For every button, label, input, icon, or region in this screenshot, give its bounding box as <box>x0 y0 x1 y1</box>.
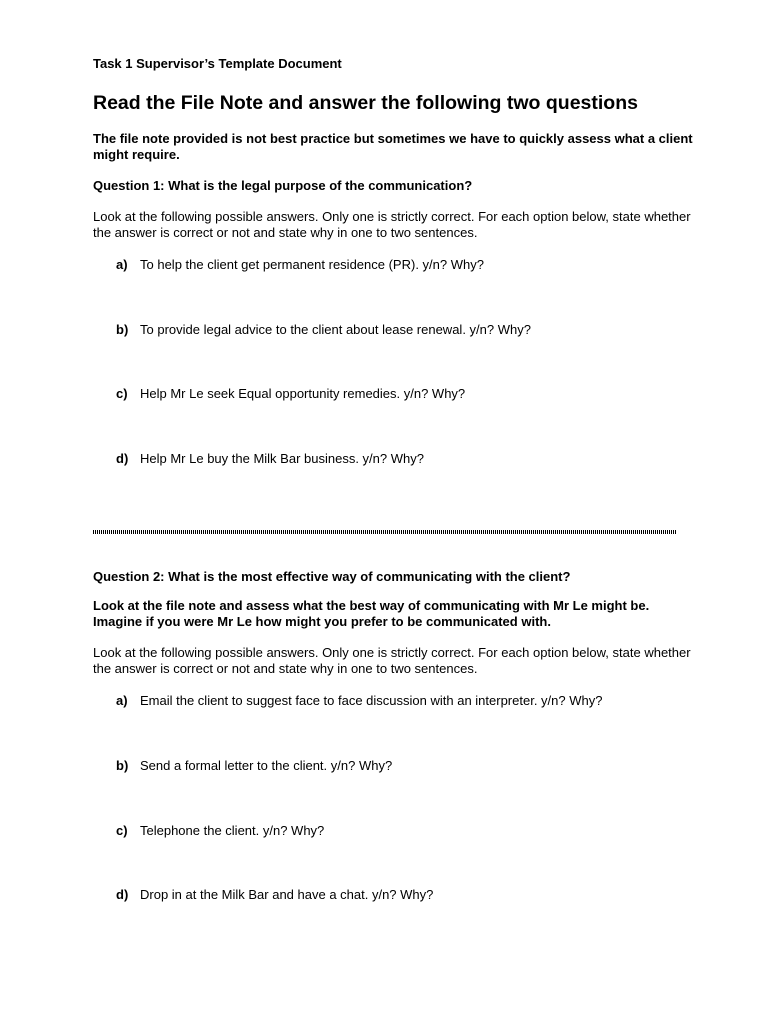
question-1-heading: Question 1: What is the legal purpose of the communication? <box>93 178 473 193</box>
option-text: Send a formal letter to the client. y/n? Why? <box>140 758 393 773</box>
option-letter: b) <box>116 322 129 337</box>
option-text: Email the client to suggest face to face discussion with an interpreter. y/n? Why? <box>140 693 603 708</box>
option-text: Drop in at the Milk Bar and have a chat. y/n? Why? <box>140 887 434 902</box>
question-2-option-a <box>116 693 602 708</box>
question-1-instruction: Look at the following possible answers. Only one is strictly correct. For each option below, state whether the answer is correct or not and state why in one to two sentences. <box>93 209 691 240</box>
option-letter: a) <box>116 257 128 272</box>
option-text: To help the client get permanent residence (PR). y/n? Why? <box>140 257 484 272</box>
option-letter: b) <box>116 758 129 773</box>
option-letter: c) <box>116 386 128 401</box>
section-divider <box>93 530 676 534</box>
page-title: Read the File Note and answer the following two questions <box>93 92 638 114</box>
option-letter: d) <box>116 451 129 466</box>
option-letter: a) <box>116 693 128 708</box>
question-1-option-b <box>116 322 531 337</box>
question-2-heading: Question 2: What is the most effective way of communicating with the client? <box>93 569 571 584</box>
question-1-option-c <box>116 386 465 401</box>
document-header: Task 1 Supervisor’s Template Document <box>93 56 342 71</box>
option-text: To provide legal advice to the client about lease renewal. y/n? Why? <box>140 322 531 337</box>
question-2-instruction: Look at the following possible answers. Only one is strictly correct. For each option below, state whether the answer is correct or not and state why in one to two sentences. <box>93 645 691 676</box>
intro-paragraph: The file note provided is not best practice but sometimes we have to quickly assess what a client might require. <box>93 131 693 162</box>
question-2-option-c <box>116 823 324 838</box>
question-2-option-d <box>116 887 433 902</box>
option-text: Help Mr Le seek Equal opportunity remedies. y/n? Why? <box>140 386 466 401</box>
option-letter: d) <box>116 887 129 902</box>
option-letter: c) <box>116 823 128 838</box>
question-2-option-b <box>116 758 392 773</box>
question-1-option-d <box>116 451 424 466</box>
option-text: Telephone the client. y/n? Why? <box>140 823 325 838</box>
question-1-option-a <box>116 257 484 272</box>
question-2-prompt: Look at the file note and assess what the best way of communicating with Mr Le might be. Imagine if you were Mr Le how might you prefer to be communicated with. <box>93 598 650 629</box>
option-text: Help Mr Le buy the Milk Bar business. y/n? Why? <box>140 451 424 466</box>
